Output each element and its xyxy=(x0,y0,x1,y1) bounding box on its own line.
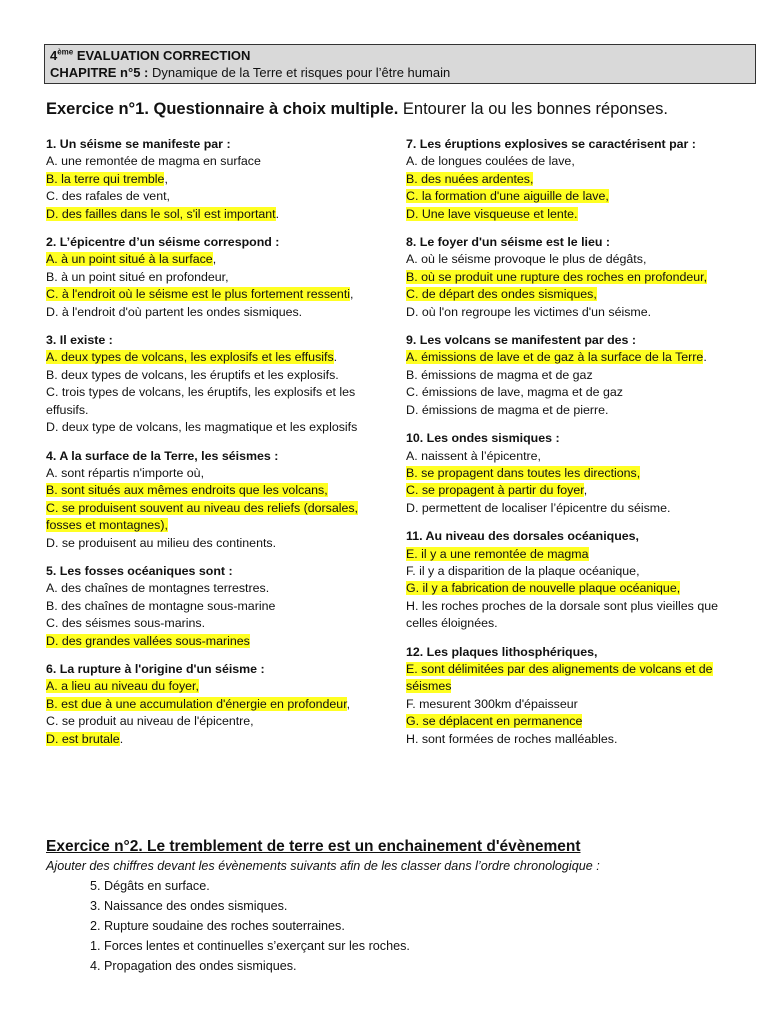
exercise-2-list xyxy=(90,876,746,976)
answer-option-correct xyxy=(406,713,736,730)
option-text: G. se déplacent en permanence xyxy=(406,714,583,729)
answer-option xyxy=(46,304,386,321)
option-punctuation: . xyxy=(703,350,707,365)
answer-option xyxy=(46,598,386,615)
answer-option-correct xyxy=(406,465,736,482)
answer-option xyxy=(406,251,736,268)
question-block xyxy=(406,430,736,517)
option-text: D. à l'endroit d'où partent les ondes sismiques. xyxy=(46,304,303,319)
answer-option xyxy=(406,384,736,401)
option-text: F. mesurent 300km d'épaisseur xyxy=(406,696,578,711)
answer-option xyxy=(46,367,386,384)
answer-option xyxy=(46,580,386,597)
event-item: 3. Naissance des ondes sismiques. xyxy=(90,899,288,913)
option-text: B. à un point situé en profondeur, xyxy=(46,269,229,284)
option-punctuation: , xyxy=(583,483,588,498)
option-text: A. où le séisme provoque le plus de dégâts, xyxy=(406,252,647,267)
exercise-1-title-bold: Exercice n°1. Questionnaire à choix multiple. xyxy=(46,100,399,118)
option-text: A. émissions de lave et de gaz à la surface de la Terre xyxy=(406,350,704,365)
option-text: H. les roches proches de la dorsale sont plus vieilles que celles éloignées. xyxy=(406,598,718,631)
answer-option xyxy=(406,500,736,517)
option-text: B. des nuées ardentes, xyxy=(406,171,534,186)
question-title: 12. Les plaques lithosphériques, xyxy=(406,644,598,659)
event-item: 1. Forces lentes et continuelles s’exerçant sur les roches. xyxy=(90,939,410,953)
answer-option xyxy=(46,384,386,419)
option-text: B. sont situés aux mêmes endroits que les volcans, xyxy=(46,483,328,498)
answer-option xyxy=(46,713,386,730)
option-text: A. une remontée de magma en surface xyxy=(46,154,261,169)
question-block xyxy=(46,332,386,436)
exercise-1-instruction: Entourer la ou les bonnes réponses. xyxy=(398,100,668,118)
grade-number: 4 xyxy=(50,48,58,63)
answer-option xyxy=(406,563,736,580)
exercise-1-title xyxy=(46,100,668,119)
option-text: D. deux type de volcans, les magmatique et les explosifs xyxy=(46,420,358,435)
answer-option-correct xyxy=(406,546,736,563)
question-title: 5. Les fosses océaniques sont : xyxy=(46,563,233,578)
chapter-label: CHAPITRE n°5 : xyxy=(50,65,149,80)
option-text: A. sont répartis n'importe où, xyxy=(46,465,205,480)
option-text: C. la formation d'une aiguille de lave, xyxy=(406,189,609,204)
answer-option xyxy=(406,367,736,384)
option-text: D. permettent de localiser l’épicentre du séisme. xyxy=(406,500,671,515)
event-item: 5. Dégâts en surface. xyxy=(90,879,210,893)
answer-option xyxy=(46,419,386,436)
option-punctuation: , xyxy=(164,171,168,186)
option-text: D. des failles dans le sol, s'il est important xyxy=(46,206,276,221)
question-block xyxy=(406,332,736,419)
option-punctuation: , xyxy=(350,287,354,302)
answer-option-correct xyxy=(46,500,386,535)
option-text: B. est due à une accumulation d'énergie en profondeur xyxy=(46,696,347,711)
question-block xyxy=(46,448,386,552)
answer-option-correct xyxy=(406,188,736,205)
option-text: C. à l'endroit où le séisme est le plus fortement ressenti xyxy=(46,287,351,302)
option-text: C. émissions de lave, magma et de gaz xyxy=(406,385,623,400)
option-text: D. émissions de magma et de pierre. xyxy=(406,402,609,417)
option-text: C. des rafales de vent, xyxy=(46,189,170,204)
question-block xyxy=(46,563,386,650)
option-text: A. à un point situé à la surface xyxy=(46,252,213,267)
question-block xyxy=(46,136,386,223)
questions-left-column xyxy=(46,136,386,759)
question-title: 11. Au niveau des dorsales océaniques, xyxy=(406,529,639,544)
answer-option-correct xyxy=(406,580,736,597)
header-evaluation-label: EVALUATION CORRECTION xyxy=(73,48,251,63)
option-text: D. est brutale xyxy=(46,731,120,746)
header-line-1 xyxy=(50,47,750,64)
exercise-2-title: Exercice n°2. Le tremblement de terre est un enchainement d'évènement xyxy=(46,838,581,855)
answer-option-correct xyxy=(46,678,386,695)
answer-option-correct xyxy=(406,171,736,188)
option-text: G. il y a fabrication de nouvelle plaque océanique, xyxy=(406,581,681,596)
question-title: 2. L’épicentre d’un séisme correspond : xyxy=(46,235,280,250)
chapter-title: Dynamique de la Terre et risques pour l’être humain xyxy=(148,65,451,80)
header-line-2 xyxy=(50,64,750,81)
question-title: 9. Les volcans se manifestent par des : xyxy=(406,333,637,348)
answer-option-correct xyxy=(46,171,386,188)
option-text: C. des séismes sous-marins. xyxy=(46,616,206,631)
option-text: B. émissions de magma et de gaz xyxy=(406,367,593,382)
answer-option xyxy=(406,731,736,748)
answer-option xyxy=(46,615,386,632)
answer-option xyxy=(46,465,386,482)
question-block xyxy=(406,136,736,223)
option-text: E. sont délimitées par des alignements de volcans et de séismes xyxy=(406,661,713,694)
option-punctuation: . xyxy=(333,350,338,365)
option-text: A. deux types de volcans, les explosifs et les effusifs xyxy=(46,350,334,365)
question-block xyxy=(406,528,736,632)
option-text: C. trois types de volcans, les éruptifs, les explosifs et les effusifs. xyxy=(46,385,356,417)
option-text: B. deux types de volcans, les éruptifs et les explosifs. xyxy=(46,367,339,382)
option-text: C. se produisent souvent au niveau des reliefs (dorsales, fosses et montagnes), xyxy=(46,500,359,533)
option-text: B. se propagent dans toutes les directions, xyxy=(406,465,641,480)
question-title: 3. Il existe : xyxy=(46,333,113,348)
option-text: C. se propagent à partir du foyer xyxy=(406,483,584,498)
option-text: A. a lieu au niveau du foyer, xyxy=(46,679,199,694)
question-title: 1. Un séisme se manifeste par : xyxy=(46,137,231,151)
question-block xyxy=(46,234,386,321)
answer-option xyxy=(406,696,736,713)
answer-option xyxy=(406,598,736,633)
exercise-2 xyxy=(46,838,746,976)
option-punctuation: . xyxy=(275,206,280,221)
answer-option xyxy=(46,153,386,170)
answer-option-correct xyxy=(46,349,386,366)
option-text: D. où l'on regroupe les victimes d'un séisme. xyxy=(406,304,652,319)
question-block xyxy=(406,234,736,321)
option-text: F. il y a disparition de la plaque océanique, xyxy=(406,563,640,578)
answer-option xyxy=(406,153,736,170)
option-text: D. Une lave visqueuse et lente. xyxy=(406,206,578,221)
answer-option-correct xyxy=(406,269,736,286)
option-text: C. se produit au niveau de l'épicentre, xyxy=(46,714,254,729)
answer-option-correct xyxy=(46,251,386,268)
answer-option-correct xyxy=(46,633,386,650)
answer-option xyxy=(406,448,736,465)
event-item: 4. Propagation des ondes sismiques. xyxy=(90,959,297,973)
option-text: E. il y a une remontée de magma xyxy=(406,546,589,561)
option-text: B. des chaînes de montagne sous-marine xyxy=(46,598,276,613)
option-text: H. sont formées de roches malléables. xyxy=(406,731,618,746)
answer-option-correct xyxy=(406,286,736,303)
event-item: 2. Rupture soudaine des roches souterraines. xyxy=(90,919,345,933)
answer-option-correct xyxy=(46,206,386,223)
document-header xyxy=(44,44,756,84)
answer-option xyxy=(46,535,386,552)
option-text: D. se produisent au milieu des continents. xyxy=(46,535,277,550)
answer-option-correct xyxy=(406,206,736,223)
question-block xyxy=(406,644,736,748)
grade-superscript: ème xyxy=(57,47,74,57)
option-text: A. des chaînes de montagnes terrestres. xyxy=(46,581,270,596)
option-punctuation: , xyxy=(346,696,351,711)
exercise-2-instruction: Ajouter des chiffres devant les évènements suivants afin de les classer dans l’ordre chronologique : xyxy=(46,859,600,873)
option-punctuation: , xyxy=(212,252,217,267)
option-text: B. la terre qui tremble xyxy=(46,171,165,186)
question-title: 8. Le foyer d'un séisme est le lieu : xyxy=(406,235,611,250)
option-text: A. de longues coulées de lave, xyxy=(406,154,575,169)
answer-option-correct xyxy=(406,661,736,696)
option-text: B. où se produit une rupture des roches en profondeur, xyxy=(406,269,708,284)
option-text: C. de départ des ondes sismiques, xyxy=(406,287,597,302)
answer-option-correct xyxy=(406,349,736,366)
answer-option-correct xyxy=(46,731,386,748)
answer-option xyxy=(46,188,386,205)
answer-option-correct xyxy=(46,286,386,303)
answer-option xyxy=(46,269,386,286)
option-text: A. naissent à l’épicentre, xyxy=(406,448,541,463)
answer-option xyxy=(406,304,736,321)
answer-option-correct xyxy=(406,482,736,499)
answer-option xyxy=(406,402,736,419)
option-punctuation: . xyxy=(119,731,124,746)
answer-option-correct xyxy=(46,696,386,713)
question-title: 6. La rupture à l'origine d'un séisme : xyxy=(46,661,265,676)
question-title: 4. A la surface de la Terre, les séismes : xyxy=(46,448,279,463)
question-block xyxy=(46,661,386,748)
question-title: 7. Les éruptions explosives se caractérisent par : xyxy=(406,137,696,151)
questions-right-column xyxy=(406,136,736,759)
answer-option-correct xyxy=(46,482,386,499)
question-title: 10. Les ondes sismiques : xyxy=(406,431,560,446)
option-text: D. des grandes vallées sous-marines xyxy=(46,633,250,648)
